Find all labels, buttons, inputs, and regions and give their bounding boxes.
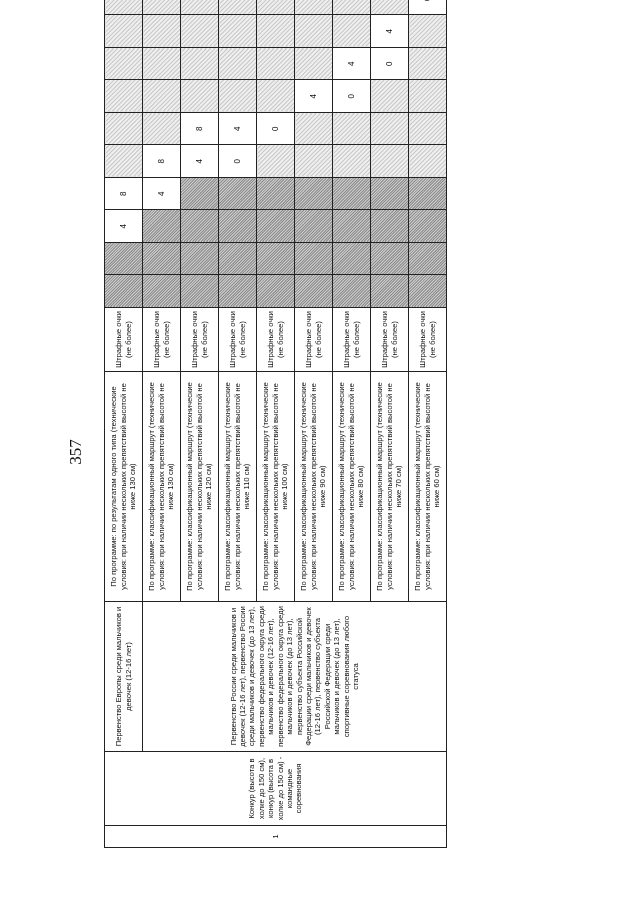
value-cell xyxy=(295,210,333,243)
type-cell: Штрафные очки (не более) xyxy=(295,308,333,372)
value-cell: 4 xyxy=(181,145,219,178)
value-cell xyxy=(143,243,181,276)
value-cell xyxy=(371,178,409,211)
value-cell xyxy=(257,80,295,113)
value-cell xyxy=(219,48,257,81)
row-number: 1 xyxy=(105,826,447,848)
value-cell: 4 xyxy=(333,48,371,81)
value-cell xyxy=(105,15,143,48)
table-row xyxy=(105,0,143,848)
rotated-table-wrapper xyxy=(104,29,442,848)
program-cell: По программе: по результатам одного типа (технические условия: при наличии нескольких препятствий высотой не ниже 130 см) xyxy=(105,372,143,602)
program-cell: По программе: классификационный маршрут (технические условия: при наличии нескольких препятствий высотой не ниже 60 см) xyxy=(409,372,447,602)
program-cell: По программе: классификационный маршрут (технические условия: при наличии нескольких препятствий высотой не ниже 80 см) xyxy=(333,372,371,602)
value-cell xyxy=(371,210,409,243)
value-cell xyxy=(371,80,409,113)
value-cell xyxy=(333,15,371,48)
value-cell: 4 xyxy=(219,113,257,146)
value-cell xyxy=(409,15,447,48)
competition-cell: Первенство Европы среди мальчиков и девочек (12-16 лет) xyxy=(105,602,143,752)
norms-table xyxy=(104,0,447,848)
value-cell xyxy=(257,15,295,48)
type-cell: Штрафные очки (не более) xyxy=(409,308,447,372)
value-cell xyxy=(219,243,257,276)
program-cell: По программе: классификационный маршрут (технические условия: при наличии нескольких препятствий высотой не ниже 110 см) xyxy=(219,372,257,602)
value-cell xyxy=(181,15,219,48)
value-cell xyxy=(295,0,333,15)
value-cell: 0 xyxy=(333,80,371,113)
value-cell xyxy=(181,243,219,276)
program-cell: По программе: классификационный маршрут (технические условия: при наличии нескольких препятствий высотой не ниже 100 см) xyxy=(257,372,295,602)
type-cell: Штрафные очки (не более) xyxy=(181,308,219,372)
value-cell: 4 xyxy=(371,15,409,48)
value-cell xyxy=(371,275,409,308)
value-cell xyxy=(333,210,371,243)
value-cell xyxy=(257,145,295,178)
value-cell xyxy=(409,0,447,15)
value-cell xyxy=(219,275,257,308)
value-cell xyxy=(181,48,219,81)
type-cell: Штрафные очки (не более) xyxy=(143,308,181,372)
value-cell xyxy=(409,48,447,81)
value-cell xyxy=(219,178,257,211)
value-cell xyxy=(181,210,219,243)
value-cell xyxy=(333,243,371,276)
value-cell xyxy=(333,113,371,146)
value-cell: 4 xyxy=(105,210,143,243)
value-cell xyxy=(333,0,371,15)
type-cell: Штрафные очки (не более) xyxy=(257,308,295,372)
value-cell xyxy=(295,178,333,211)
value-cell xyxy=(409,243,447,276)
value-cell xyxy=(219,80,257,113)
value-cell xyxy=(143,210,181,243)
program-cell: По программе: классификационный маршрут (технические условия: при наличии нескольких препятствий высотой не ниже 70 см) xyxy=(371,372,409,602)
value-cell xyxy=(143,275,181,308)
value-cell xyxy=(105,80,143,113)
value-cell xyxy=(371,243,409,276)
value-cell xyxy=(333,275,371,308)
type-cell: Штрафные очки (не более) xyxy=(105,308,143,372)
type-cell: Штрафные очки (не более) xyxy=(371,308,409,372)
value-cell: 8 xyxy=(105,178,143,211)
value-cell xyxy=(257,178,295,211)
value-cell xyxy=(257,275,295,308)
value-cell xyxy=(371,0,409,15)
value-cell xyxy=(295,15,333,48)
value-cell xyxy=(409,145,447,178)
program-cell: По программе: классификационный маршрут (технические условия: при наличии нескольких препятствий высотой не ниже 130 см) xyxy=(143,372,181,602)
value-cell xyxy=(295,113,333,146)
value-cell xyxy=(143,0,181,15)
value-cell: 0 xyxy=(257,113,295,146)
value-cell xyxy=(105,243,143,276)
value-cell: 0 xyxy=(371,48,409,81)
value-cell xyxy=(295,48,333,81)
value-cell xyxy=(143,15,181,48)
value-cell: 8 xyxy=(143,145,181,178)
value-cell xyxy=(409,178,447,211)
value-cell xyxy=(105,48,143,81)
value-cell xyxy=(295,243,333,276)
value-cell xyxy=(257,210,295,243)
competition-cell: Первенство России среди мальчиков и девочек (12-16 лет), первенство России среди мальчиков и девочек (до 13 лет), первенство федерального округа среди мальчиков и девочек (12-16 лет), первенство федерального округа среди мальчиков и девочек (до 13 лет), первенство субъекта Российской Федерации среди мальчиков и девочек (12-16 лет), первенство субъекта Российской Федерации среди мальчиков и девочек (до 13 лет), спортивные соревнования любого статуса xyxy=(143,602,447,752)
value-cell xyxy=(409,113,447,146)
value-cell xyxy=(371,113,409,146)
value-cell xyxy=(181,275,219,308)
value-cell xyxy=(333,178,371,211)
type-cell: Штрафные очки (не более) xyxy=(219,308,257,372)
value-cell xyxy=(219,210,257,243)
value-cell xyxy=(143,113,181,146)
value-cell: 8 xyxy=(181,113,219,146)
value-cell xyxy=(257,48,295,81)
value-cell xyxy=(409,80,447,113)
type-cell: Штрафные очки (не более) xyxy=(333,308,371,372)
value-cell xyxy=(257,243,295,276)
value-cell: 4 xyxy=(295,80,333,113)
value-cell xyxy=(409,275,447,308)
page-number: 357 xyxy=(66,439,85,465)
value-cell xyxy=(105,0,143,15)
value-cell xyxy=(219,0,257,15)
discipline-cell: Конкур (высота в холке до 150 см), конкур (высота в холке до 150 см) - командные соревнования xyxy=(105,752,447,826)
value-cell xyxy=(105,275,143,308)
program-cell: По программе: классификационный маршрут (технические условия: при наличии нескольких препятствий высотой не ниже 120 см) xyxy=(181,372,219,602)
value-cell xyxy=(295,275,333,308)
value-cell: 4 xyxy=(143,178,181,211)
value-cell xyxy=(105,145,143,178)
value-cell: 0 xyxy=(219,145,257,178)
value-cell xyxy=(333,145,371,178)
value-cell xyxy=(143,48,181,81)
value-cell xyxy=(181,80,219,113)
value-cell xyxy=(143,80,181,113)
value-cell xyxy=(409,210,447,243)
value-cell xyxy=(105,113,143,146)
value-cell xyxy=(219,15,257,48)
value-cell xyxy=(181,178,219,211)
table-row xyxy=(143,0,181,848)
value-cell xyxy=(371,145,409,178)
program-cell: По программе: классификационный маршрут (технические условия: при наличии нескольких препятствий высотой не ниже 90 см) xyxy=(295,372,333,602)
value-cell xyxy=(181,0,219,15)
value-cell xyxy=(295,145,333,178)
value-cell xyxy=(257,0,295,15)
